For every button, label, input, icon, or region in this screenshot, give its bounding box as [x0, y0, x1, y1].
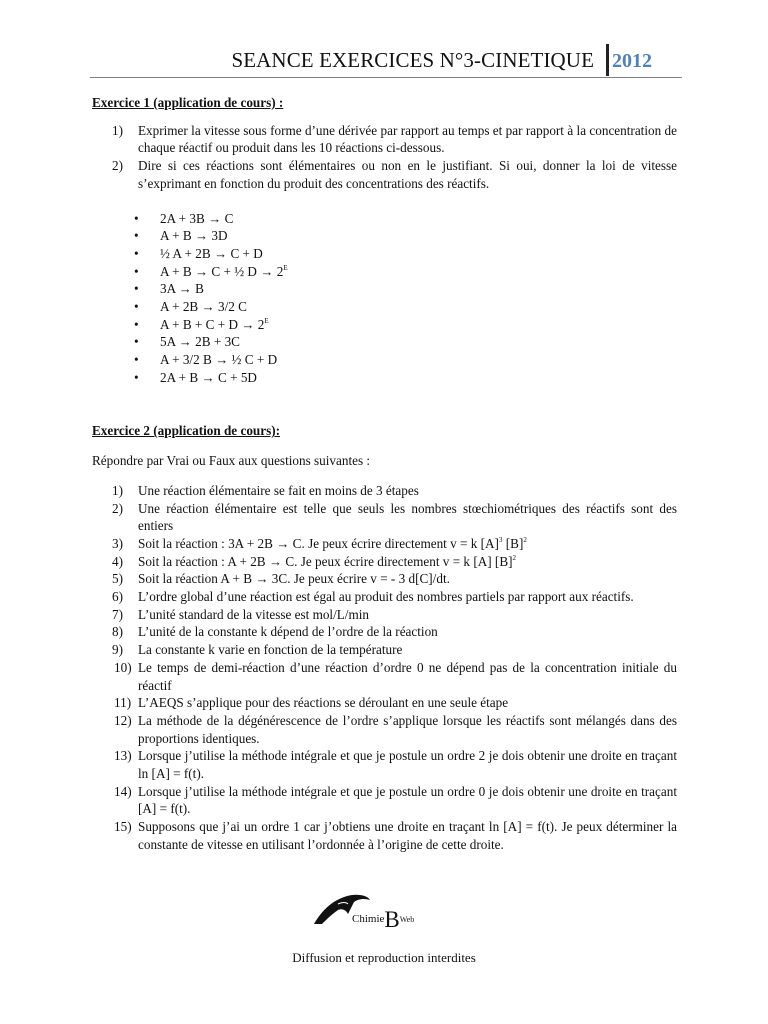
exercise-2-question: 1) Une réaction élémentaire se fait en moins de 3 étapes — [112, 482, 419, 498]
footer-notice: Diffusion et reproduction interdites — [292, 950, 476, 965]
exercise-2-question: 5) Soit la réaction A + B → 3C. Je peux écrire v = - 3 d[C]/dt. — [112, 571, 450, 587]
exercise-1-questions — [92, 122, 677, 193]
reaction-list — [92, 210, 677, 387]
exercise-2-question: 10) Le temps de demi-réaction d’une réaction d’ordre 0 ne dépend pas de la concentration initiale du réactif — [114, 659, 677, 693]
reaction-item: • 2A + B → C + 5D — [92, 369, 677, 387]
exercise-2-question: 2) Une réaction élémentaire est telle que seuls les nombres stœchiométriques des réactifs sont des entiers — [112, 500, 677, 534]
exercise-2-question: 6) L’ordre global d’une réaction est égal au produit des nombres partiels par rapport aux réactifs. — [112, 589, 634, 605]
exercise-1-question: 2) Dire si ces réactions sont élémentaires ou non en le justifiant. Si oui, donner la loi de vitesse s’exprimant en fonction du produit des concentrations des réactifs. — [112, 158, 677, 191]
header-year: 2012 — [612, 50, 652, 72]
exercise-2-question: 8) L’unité de la constante k dépend de l’ordre de la réaction — [112, 624, 438, 640]
exercise-2-question: 11) L’AEQS s’applique pour des réactions se déroulant en une seule étape — [114, 695, 509, 711]
exercise-2-question: 14) Lorsque j’utilise la méthode intégrale et que je postule un ordre 0 je dois obtenir une droite en traçant [A] = f(t). — [114, 783, 677, 817]
reaction-item: • A + 2B → 3/2 C — [92, 298, 677, 316]
exercise-2-question: 4) Soit la réaction : A + 2B → C. Je peux écrire directement v = k [A] $[B]^2$ — [112, 553, 517, 569]
exercise-1-title: Exercice 1 (application de cours) : — [92, 95, 284, 110]
exercise-2-questions — [92, 482, 677, 854]
exercise-2-question: 15) Supposons que j’ai un ordre 1 car j’obtiens une droite en traçant ln [A] = f(t). Je peux déterminer la constante de vitesse en utilisant l’ordonnée à l’origine de cette droite. — [114, 819, 677, 852]
header-rule — [90, 77, 682, 78]
exercise-2-title: Exercice 2 (application de cours): — [92, 423, 281, 439]
chimie-b-web-logo — [312, 892, 462, 932]
reaction-item: • A + B → C + ½ $D \to 2^E$ — [92, 263, 677, 281]
reaction-item: • 2A + 3B → C — [92, 210, 677, 228]
exercise-2-question: 3) Soit la réaction : 3A + 2B → C. Je peux écrire directement v = k $[A]^3$ $[B]^2$ — [112, 535, 527, 551]
exercise-2-question: 13) Lorsque j’utilise la méthode intégrale et que je postule un ordre 2 je dois obtenir une droite en traçant ln [A] = f(t). — [114, 748, 677, 782]
header-divider — [606, 44, 609, 76]
exercise-2-intro: Répondre par Vrai ou Faux aux questions suivantes : — [92, 453, 371, 469]
document-body — [92, 94, 677, 854]
logo-text: ChimieBWeb — [352, 907, 415, 932]
reaction-item: • A + 3/2 B → ½ C + D — [92, 351, 677, 369]
reaction-item: • A + B → 3D — [92, 227, 677, 245]
exercise-2-question: 7) L’unité standard de la vitesse est mol/L/min — [112, 606, 369, 622]
exercise-2-question: 12) La méthode de la dégénérescence de l’ordre s’applique lorsque les réactifs sont mélangés dans des proportions identiques. — [114, 712, 677, 746]
exercise-2-question: 9) La constante k varie en fonction de la température — [112, 642, 403, 658]
reaction-item: • 3A → B — [92, 280, 677, 298]
page-header — [90, 44, 682, 78]
reaction-item: • $A + B + C + D \to 2^E$ — [92, 316, 677, 334]
reaction-item: • 5A → 2B + 3C — [92, 333, 677, 351]
reaction-item: • ½ A + 2B → C + D — [92, 245, 677, 263]
exercise-1-question: 1) Exprimer la vitesse sous forme d’une dérivée par rapport au temps et par rapport à la concentration de chaque réactif ou produit dans les 10 réactions ci-dessous. — [112, 122, 677, 156]
page-title: SEANCE EXERCICES N°3-CINETIQUE — [231, 48, 594, 72]
